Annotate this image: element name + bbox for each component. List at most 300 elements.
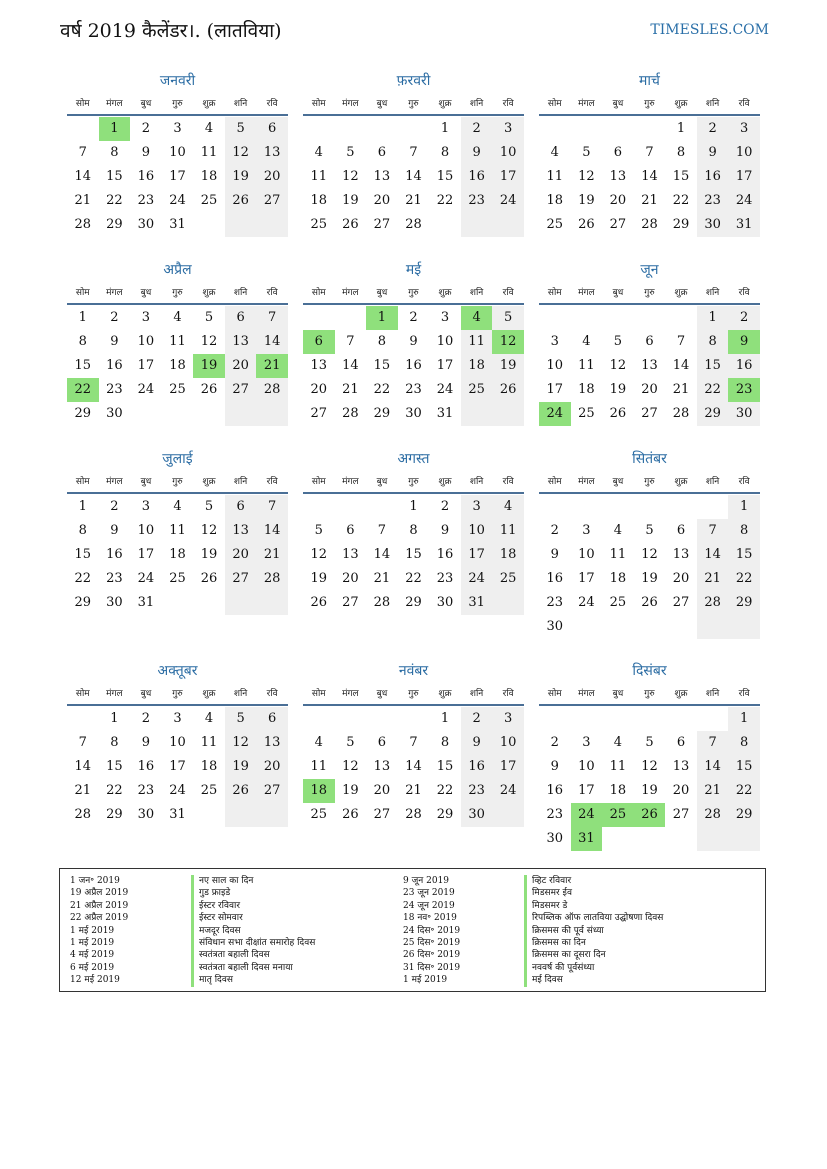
day-cell: 20 [672,783,690,798]
day-cell: 2 [110,499,119,514]
month-block [539,70,760,237]
weekday-label: बुध [612,99,624,109]
day-cell: 12 [200,334,218,349]
holiday-day-cell: 4 [461,306,493,330]
day-cell: 9 [110,523,119,538]
day-cell: 28 [256,567,288,591]
holiday-list-left [70,875,390,987]
holiday-date: 9 जून 2019 [403,876,450,886]
empty-cell [602,495,634,519]
day-cell: 31 [169,807,186,822]
holiday-date: 4 मई 2019 [70,950,115,961]
day-cell: 4 [582,334,591,349]
day-cell: 10 [492,141,524,165]
holiday-row [403,949,723,961]
day-cell: 28 [256,378,288,402]
weekday-label: गुरु [408,689,419,699]
empty-cell [303,707,335,731]
weekday-label: सोम [75,99,90,109]
day-cell: 2 [697,117,729,141]
day-cell: 3 [173,121,182,136]
day-cell: 30 [436,595,454,610]
day-grid [539,116,760,237]
weekday-label: सोम [311,99,326,109]
holiday-row [403,887,723,899]
day-cell: 15 [436,169,454,184]
empty-cell [193,591,225,615]
weekday-label: शनि [705,288,720,298]
empty-cell [492,402,524,426]
day-cell: 7 [256,495,288,519]
holiday-date: 6 मई 2019 [70,962,115,973]
weekday-header [303,283,524,305]
day-cell: 27 [225,567,257,591]
day-grid [303,305,524,426]
empty-cell [162,402,194,426]
day-grid [303,494,524,615]
day-cell: 16 [106,358,123,373]
weekday-label: मंगल [578,477,595,487]
weekday-label: रवि [738,689,750,699]
day-cell: 17 [492,165,524,189]
weekday-label: सोम [311,689,326,699]
day-cell: 11 [169,523,186,538]
day-cell: 26 [200,382,218,397]
weekday-label: बुध [612,477,624,487]
weekday-label: गुरु [644,477,655,487]
empty-cell [728,615,760,639]
day-cell: 15 [74,547,92,562]
day-cell: 24 [169,783,186,798]
day-cell: 24 [137,382,155,397]
site-link[interactable]: TIMESLES.COM [650,22,769,38]
month-block [303,660,524,827]
day-cell: 12 [342,169,359,184]
holiday-name: ईस्टर रविवार [191,900,240,912]
weekday-label: रवि [502,288,514,298]
day-cell: 18 [546,193,564,208]
day-cell: 16 [137,169,155,184]
day-cell: 9 [409,334,418,349]
day-cell: 13 [225,519,257,543]
weekday-label: सोम [547,689,562,699]
day-cell: 15 [106,759,123,774]
weekday-label: शुक्र [202,477,216,487]
empty-cell [225,213,257,237]
day-cell: 26 [225,189,257,213]
day-cell: 21 [697,779,729,803]
day-cell: 25 [200,783,218,798]
day-cell: 16 [137,759,155,774]
day-cell: 31 [436,406,454,421]
holiday-date: 1 मई 2019 [70,925,115,936]
day-cell: 13 [373,759,391,774]
day-cell: 16 [728,354,760,378]
weekday-label: मंगल [106,99,123,109]
month-block [303,70,524,237]
holiday-date: 1 मई 2019 [70,937,115,948]
day-cell: 15 [728,755,760,779]
day-cell: 29 [728,591,760,615]
weekday-label: शनि [705,477,720,487]
day-cell: 17 [578,571,595,586]
day-cell: 14 [74,759,92,774]
day-cell: 5 [225,117,257,141]
day-cell: 5 [582,145,591,160]
weekday-label: रवि [266,689,278,699]
holiday-date: 1 जन॰ 2019 [70,876,120,886]
day-cell: 13 [373,169,391,184]
holiday-name: मिडसमर डे [524,900,567,912]
holiday-row [70,875,390,887]
day-cell: 22 [728,779,760,803]
day-cell: 12 [225,141,257,165]
empty-cell [461,402,493,426]
day-cell: 19 [578,193,595,208]
day-cell: 20 [373,783,391,798]
holiday-row [70,900,390,912]
day-cell: 4 [314,735,323,750]
month-block [303,259,524,426]
day-cell: 4 [492,495,524,519]
day-cell: 16 [461,755,493,779]
day-cell: 21 [373,571,391,586]
month-name: मार्च [639,73,660,89]
day-cell: 12 [641,759,658,774]
day-cell: 21 [641,193,658,208]
empty-cell [225,591,257,615]
day-cell: 21 [342,382,359,397]
day-cell: 29 [672,217,690,232]
day-cell: 9 [697,141,729,165]
day-cell: 20 [225,354,257,378]
empty-cell [697,615,729,639]
empty-cell [539,495,571,519]
day-grid [539,305,760,426]
day-cell: 8 [377,334,387,349]
holiday-date: 18 नव॰ 2019 [403,913,457,924]
holiday-name: मई दिवस [524,974,563,986]
month-name: जून [640,262,659,278]
holiday-day-cell: 25 [602,803,634,827]
day-cell: 28 [74,807,92,822]
day-cell: 24 [492,189,524,213]
weekday-label: बुध [140,689,152,699]
weekday-label: शनि [469,689,484,699]
weekday-label: रवि [738,99,750,109]
day-cell: 11 [200,735,218,750]
day-cell: 10 [492,731,524,755]
day-cell: 14 [697,755,729,779]
day-cell: 8 [440,735,450,750]
day-cell: 6 [256,707,288,731]
weekday-label: मंगल [578,288,595,298]
holiday-name: मिडसमर ईव [524,887,572,899]
holiday-name: रिपब्लिक ऑफ लातविया उद्घोषणा दिवस [524,912,663,924]
day-cell: 3 [492,707,524,731]
day-cell: 8 [78,334,87,349]
day-cell: 11 [169,334,186,349]
day-cell: 22 [373,382,391,397]
day-cell: 5 [225,707,257,731]
day-cell: 4 [173,499,182,514]
holiday-day-cell: 26 [634,803,666,827]
day-cell: 17 [436,358,454,373]
day-cell: 14 [697,543,729,567]
day-cell: 12 [609,358,627,373]
day-cell: 25 [200,193,218,208]
month-name: फ़रवरी [396,73,431,89]
day-cell: 30 [546,831,564,846]
day-cell: 20 [256,755,288,779]
holiday-date: 21 अप्रैल 2019 [70,900,129,911]
day-cell: 18 [609,571,627,586]
day-cell: 16 [546,571,564,586]
day-cell: 13 [256,141,288,165]
day-cell: 12 [200,523,218,538]
day-cell: 11 [492,519,524,543]
day-cell: 8 [728,731,760,755]
month-block [539,448,760,639]
day-cell: 29 [728,803,760,827]
day-cell: 17 [492,755,524,779]
holiday-day-cell: 1 [366,306,398,330]
weekday-label: रवि [502,99,514,109]
holiday-name: मजदूर दिवस [191,925,241,937]
weekday-header [67,472,288,494]
empty-cell [335,495,367,519]
empty-cell [634,306,666,330]
weekday-label: बुध [376,288,388,298]
day-cell: 3 [582,523,591,538]
day-cell: 1 [110,711,119,726]
day-cell: 27 [641,406,658,421]
month-block [67,259,288,426]
day-cell: 5 [314,523,323,538]
day-cell: 4 [204,121,214,136]
day-cell: 7 [409,735,418,750]
day-cell: 24 [492,779,524,803]
day-cell: 5 [204,310,214,325]
empty-cell [492,591,524,615]
holiday-day-cell: 24 [571,803,603,827]
day-cell: 4 [173,310,182,325]
day-cell: 13 [609,169,627,184]
day-cell: 15 [373,358,391,373]
day-cell: 28 [405,217,422,232]
weekday-header [67,283,288,305]
day-cell: 7 [676,334,686,349]
day-cell: 20 [225,543,257,567]
day-cell: 14 [342,358,359,373]
day-cell: 22 [106,193,123,208]
holiday-name: नए साल का दिन [191,875,253,887]
day-cell: 14 [256,519,288,543]
day-cell: 27 [310,406,328,421]
weekday-label: बुध [140,477,152,487]
empty-cell [303,306,335,330]
empty-cell [398,117,430,141]
day-cell: 10 [578,759,595,774]
day-cell: 19 [225,755,257,779]
empty-cell [256,591,288,615]
empty-cell [366,495,398,519]
day-cell: 24 [461,567,493,591]
day-cell: 15 [436,759,454,774]
empty-cell [193,803,225,827]
empty-cell [571,707,603,731]
day-cell: 3 [141,310,151,325]
weekday-label: शुक्र [438,288,452,298]
day-cell: 7 [78,735,87,750]
day-cell: 24 [728,189,760,213]
empty-cell [67,707,99,731]
empty-cell [571,615,603,639]
weekday-label: मंगल [342,288,359,298]
day-cell: 22 [106,783,123,798]
weekday-label: मंगल [106,288,123,298]
day-cell: 6 [225,306,257,330]
day-cell: 21 [672,382,690,397]
weekday-label: शुक्र [438,99,452,109]
day-cell: 13 [225,330,257,354]
holiday-date: 19 अप्रैल 2019 [70,888,129,899]
holiday-row [70,887,390,899]
day-cell: 20 [256,165,288,189]
day-cell: 30 [461,803,493,827]
day-cell: 28 [74,217,92,232]
holiday-row [403,900,723,912]
weekday-label: शुक्र [674,477,688,487]
day-cell: 19 [310,571,328,586]
day-cell: 10 [169,735,186,750]
holiday-row [70,912,390,924]
day-cell: 6 [676,735,686,750]
day-cell: 22 [697,378,729,402]
weekday-label: मंगल [342,689,359,699]
day-cell: 18 [609,783,627,798]
day-cell: 20 [310,382,328,397]
day-cell: 21 [697,567,729,591]
day-cell: 31 [169,217,186,232]
day-grid [67,494,288,615]
month-name: मई [405,262,422,278]
day-cell: 2 [110,310,119,325]
day-cell: 13 [342,547,359,562]
weekday-label: सोम [75,477,90,487]
day-cell: 6 [346,523,355,538]
day-cell: 13 [672,759,690,774]
day-cell: 24 [169,193,186,208]
day-cell: 19 [200,547,218,562]
day-cell: 9 [461,731,493,755]
day-cell: 17 [137,547,155,562]
day-cell: 22 [672,193,690,208]
day-cell: 3 [582,735,591,750]
weekday-label: बुध [376,99,388,109]
day-cell: 23 [461,779,493,803]
day-cell: 26 [225,779,257,803]
weekday-label: गुरु [644,288,655,298]
day-cell: 4 [613,523,623,538]
day-cell: 8 [697,330,729,354]
empty-cell [398,707,430,731]
weekday-label: शनि [705,689,720,699]
empty-cell [256,213,288,237]
day-cell: 19 [492,354,524,378]
weekday-label: शनि [469,477,484,487]
day-cell: 16 [106,547,123,562]
month-block [539,660,760,851]
weekday-label: मंगल [106,689,123,699]
day-cell: 28 [373,595,391,610]
holiday-day-cell: 9 [728,330,760,354]
day-cell: 28 [641,217,658,232]
weekday-label: मंगल [106,477,123,487]
holiday-name: स्वतंत्रता बहाली दिवस [191,949,270,961]
holiday-name: क्रिसमस का दिन [524,937,586,949]
empty-cell [366,117,398,141]
day-cell: 8 [78,523,87,538]
day-cell: 29 [106,217,123,232]
holiday-day-cell: 22 [67,378,99,402]
day-cell: 16 [461,165,493,189]
day-cell: 9 [461,141,493,165]
month-block [303,448,524,615]
day-cell: 12 [342,759,359,774]
empty-cell [697,827,729,851]
month-block [67,448,288,615]
day-grid [67,305,288,426]
day-cell: 7 [256,306,288,330]
day-cell: 22 [436,783,454,798]
empty-cell [571,495,603,519]
day-cell: 13 [641,358,658,373]
day-cell: 30 [546,619,564,634]
weekday-label: सोम [547,99,562,109]
empty-cell [634,827,666,851]
day-cell: 18 [492,543,524,567]
day-cell: 3 [550,334,559,349]
day-cell: 14 [405,759,422,774]
day-cell: 29 [373,406,391,421]
day-cell: 6 [645,334,654,349]
empty-cell [602,827,634,851]
weekday-header [67,684,288,706]
day-cell: 31 [728,213,760,237]
empty-cell [256,402,288,426]
day-cell: 1 [440,711,450,726]
day-cell: 21 [74,783,92,798]
weekday-label: बुध [376,689,388,699]
month-name: जुलाई [162,451,193,467]
weekday-label: शनि [233,99,248,109]
empty-cell [162,591,194,615]
day-cell: 18 [578,382,595,397]
day-cell: 1 [440,121,450,136]
weekday-header [67,94,288,116]
empty-cell [193,213,225,237]
weekday-label: गुरु [644,99,655,109]
day-cell: 16 [546,783,564,798]
month-name: अप्रैल [163,262,192,278]
empty-cell [303,495,335,519]
day-cell: 11 [461,330,493,354]
day-cell: 18 [310,193,328,208]
weekday-label: शनि [233,477,248,487]
day-cell: 19 [342,783,359,798]
holiday-name: क्रिसमस की पूर्व संध्या [524,925,604,937]
